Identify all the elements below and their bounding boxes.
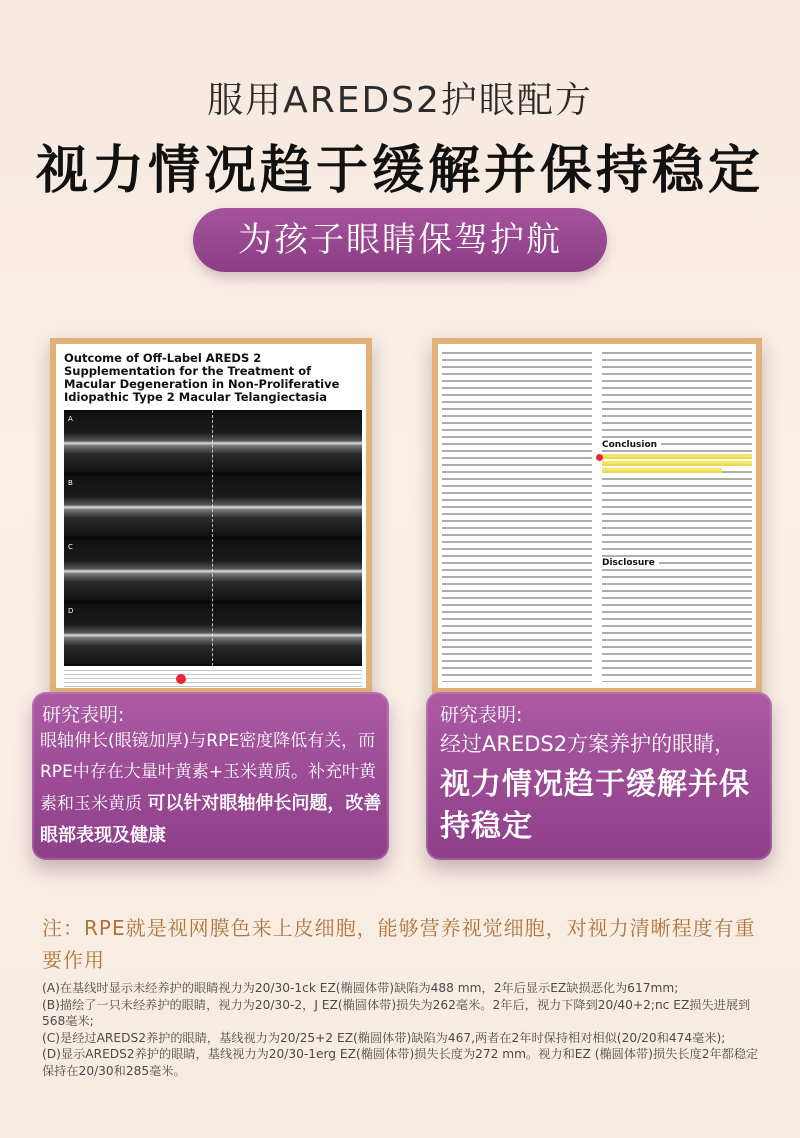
- footnote-c: (C)是经过AREDS2养护的眼睛，基线视力为20/25+2 EZ(椭圆体带)缺陷为467,两者在2年时保持相对相似(20/20和474毫米);: [42, 1030, 726, 1045]
- marker-dot: [176, 674, 186, 684]
- left-paper-frame: [50, 338, 372, 694]
- finding-body-bold: 可以针对眼轴伸长问题，改善眼部表现及健康: [40, 793, 382, 846]
- footnote-b: (B)描绘了一只未经养护的眼睛，视力为20/30-2，J EZ(椭圆体带)损失为262毫米。2年后，视力下降到20/40+2;nc EZ损失进展到568毫米;: [42, 997, 751, 1028]
- finding-label-left: 研究表明:: [42, 704, 125, 726]
- header-title: 视力情况趋于缓解并保持稳定: [35, 141, 764, 201]
- footnote-a: (A)在基线时显示未经养护的眼睛视力为20/30-1ck EZ(椭圆体带)缺陷为488 mm，2年后显示EZ缺损恶化为617mm;: [42, 981, 679, 995]
- footnotes: [42, 980, 764, 1079]
- rpe-note: 注：RPE就是视网膜色来上皮细胞，能够营养视觉细胞，对视力清晰程度有重要作用: [42, 916, 756, 972]
- text-column-left: [442, 352, 592, 682]
- heading-disclosure: Disclosure: [602, 558, 659, 568]
- header-subtitle: 服用AREDS2护眼配方: [207, 80, 593, 121]
- panel-letter-d: D: [68, 607, 74, 615]
- oct-scan-panel: [64, 410, 362, 666]
- finding-line-right: 经过AREDS2方案养护的眼睛，: [440, 732, 736, 756]
- highlight-line-3: [602, 468, 722, 473]
- heading-conclusion: Conclusion: [602, 440, 661, 450]
- figure-caption-lines: [64, 670, 362, 690]
- highlight-line-2: [602, 461, 752, 466]
- panel-letter-a: A: [68, 415, 73, 423]
- finding-box-right: [426, 692, 772, 860]
- panel-letter-c: C: [68, 543, 73, 551]
- oct-divider: [212, 410, 214, 666]
- panel-letter-b: B: [68, 479, 73, 487]
- footnote-d: (D)显示AREDS2养护的眼睛，基线视力为20/30-1erg EZ(椭圆体带)损失长度为272 mm。视力和EZ (椭圆体带)损失长度2年都稳定保持在20/30和285毫米。: [42, 1047, 759, 1078]
- finding-body-left: [40, 726, 385, 852]
- header-pill: 为孩子眼睛保驾护航: [193, 208, 607, 272]
- left-paper-title: Outcome of Off-Label AREDS 2 Supplementation for the Treatment of Macular Degeneration in Non-Proliferative Idiopathic Type 2 Macular Telangiectasia: [64, 351, 340, 404]
- marker-dot-right: [596, 454, 603, 461]
- text-column-right: [602, 352, 752, 682]
- finding-big-right: 视力情况趋于缓解并保持稳定: [440, 767, 750, 844]
- finding-body-plain: 眼轴伸长(眼镜加厚)与RPE密度降低有关，而RPE中存在大量叶黄素+玉米黄质。补充叶黄素和玉米黄质: [40, 731, 377, 814]
- finding-label-right: 研究表明:: [440, 704, 523, 726]
- highlight-line-1: [602, 454, 752, 459]
- finding-box-left: [32, 692, 389, 860]
- right-paper-frame: [432, 338, 762, 694]
